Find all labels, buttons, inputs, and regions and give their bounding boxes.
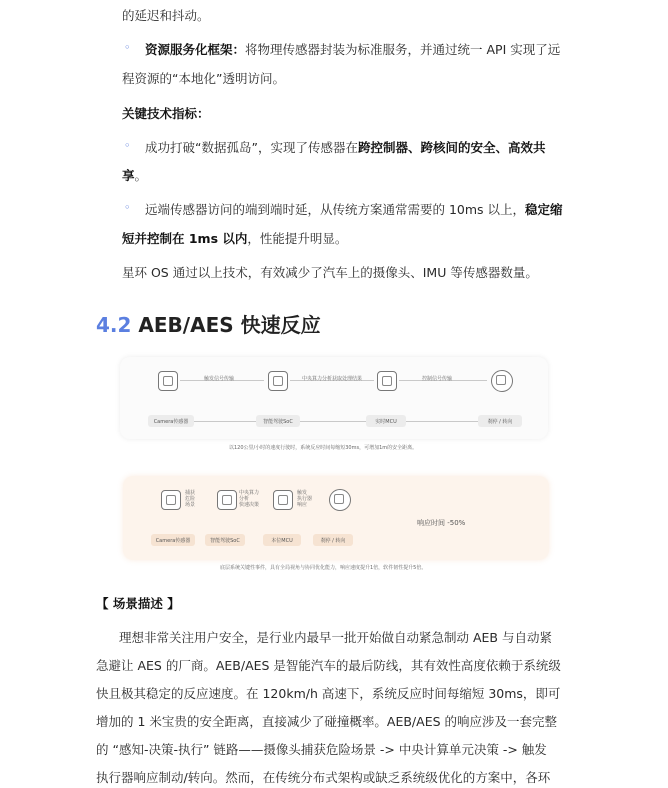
scene-heading: 【 场景描述 】 bbox=[96, 596, 180, 611]
figure-2-caption: 底层系统关键性事件，具有全局视角与协同优化能力，响应速度提升1倍，软件韧性提升5倍。 bbox=[220, 565, 427, 571]
scene-paragraph-line: 急避让 AES 的厂商。AEB/AES 是智能汽车的最后防线，其有效性高度依赖于系统级 bbox=[96, 658, 561, 673]
node-actuator: 刹停 / 转向 bbox=[478, 415, 522, 427]
response-time-result: 响应时间 -50% bbox=[417, 519, 466, 527]
camera-icon bbox=[161, 490, 181, 510]
stage-label: 捕获 危险 场景 bbox=[185, 490, 196, 508]
brake-wheel-icon bbox=[329, 489, 351, 511]
mcu-icon bbox=[273, 490, 293, 510]
node-soc: 智能驾驶SoC bbox=[256, 415, 300, 427]
kpi-heading: 关键技术指标： bbox=[122, 106, 210, 121]
node-camera: Camera传感器 bbox=[151, 534, 195, 546]
node-soc: 智能驾驶SoC bbox=[205, 534, 245, 546]
scene-paragraph-line: 执行器响应制动/转向。然而，在传统分布式架构或缺乏系统级优化的方案中，各环 bbox=[96, 770, 551, 785]
bullet-icon: ◦ bbox=[124, 41, 131, 54]
scene-paragraph-line: 理想非常关注用户安全，是行业内最早一批开始做自动紧急制动 AEB 与自动紧 bbox=[119, 630, 552, 645]
chip-icon bbox=[217, 490, 237, 510]
node-camera: Camera传感器 bbox=[148, 415, 194, 427]
scene-paragraph-line: 的 “感知-决策-执行” 链路——摄像头捕获危险场景 -> 中央计算单元决策 -> 触发 bbox=[96, 742, 547, 757]
section-heading: 4.2 AEB/AES 快速反应 bbox=[96, 313, 321, 337]
camera-icon bbox=[158, 371, 178, 391]
mcu-icon bbox=[377, 371, 397, 391]
figure-1-caption: 以120公里/小时的速度行驶时，系统反应时间每缩短30ms，可增加1m的安全距离。 bbox=[229, 445, 418, 451]
chip-icon bbox=[268, 371, 288, 391]
stage-label: 触发 执行器 响应 bbox=[297, 490, 313, 508]
node-mcu: 本位MCU bbox=[263, 534, 301, 546]
text-line: 程资源的“本地化”透明访问。 bbox=[122, 71, 285, 86]
summary-line: 星环 OS 通过以上技术，有效减少了汽车上的摄像头、IMU 等传感器数量。 bbox=[122, 265, 538, 280]
bullet-icon: ◦ bbox=[124, 139, 131, 152]
figure-2-optimized-flow bbox=[123, 476, 549, 560]
paragraph-kpi-1: 成功打破“数据孤岛”，实现了传感器在跨控制器、跨核间的安全、高效共 bbox=[145, 140, 546, 155]
node-actuator: 刹停 / 转向 bbox=[313, 534, 353, 546]
step-label: 中央算力分析获取处理结果 bbox=[302, 376, 363, 382]
scene-paragraph-line: 增加的 1 米宝贵的安全距离，直接减少了碰撞概率。AEB/AES 的响应涉及一套完整 bbox=[96, 714, 557, 729]
stage-label: 中央算力 分析 快速决策 bbox=[239, 490, 260, 508]
step-label: 控制信号传输 bbox=[422, 376, 453, 382]
figure-1-traditional-flow bbox=[120, 357, 548, 439]
brake-wheel-icon bbox=[491, 370, 513, 392]
scene-paragraph-line: 快且极其稳定的反应速度。在 120km/h 高速下，系统反应时间每缩短 30ms，即可 bbox=[96, 686, 561, 701]
bullet-icon: ◦ bbox=[124, 201, 131, 214]
paragraph-resource-framework: 资源服务化框架：将物理传感器封装为标准服务，并通过统一 API 实现了远 bbox=[145, 42, 561, 57]
node-mcu: 实时MCU bbox=[366, 415, 406, 427]
step-label: 触发信号传输 bbox=[204, 376, 235, 382]
text-line: 的延迟和抖动。 bbox=[122, 8, 210, 23]
paragraph-kpi-2: 远端传感器访问的端到端时延，从传统方案通常需要的 10ms 以上，稳定缩 bbox=[145, 202, 563, 217]
text-line: 享。 bbox=[122, 168, 148, 183]
text-line: 短并控制在 1ms 以内，性能提升明显。 bbox=[122, 231, 348, 246]
